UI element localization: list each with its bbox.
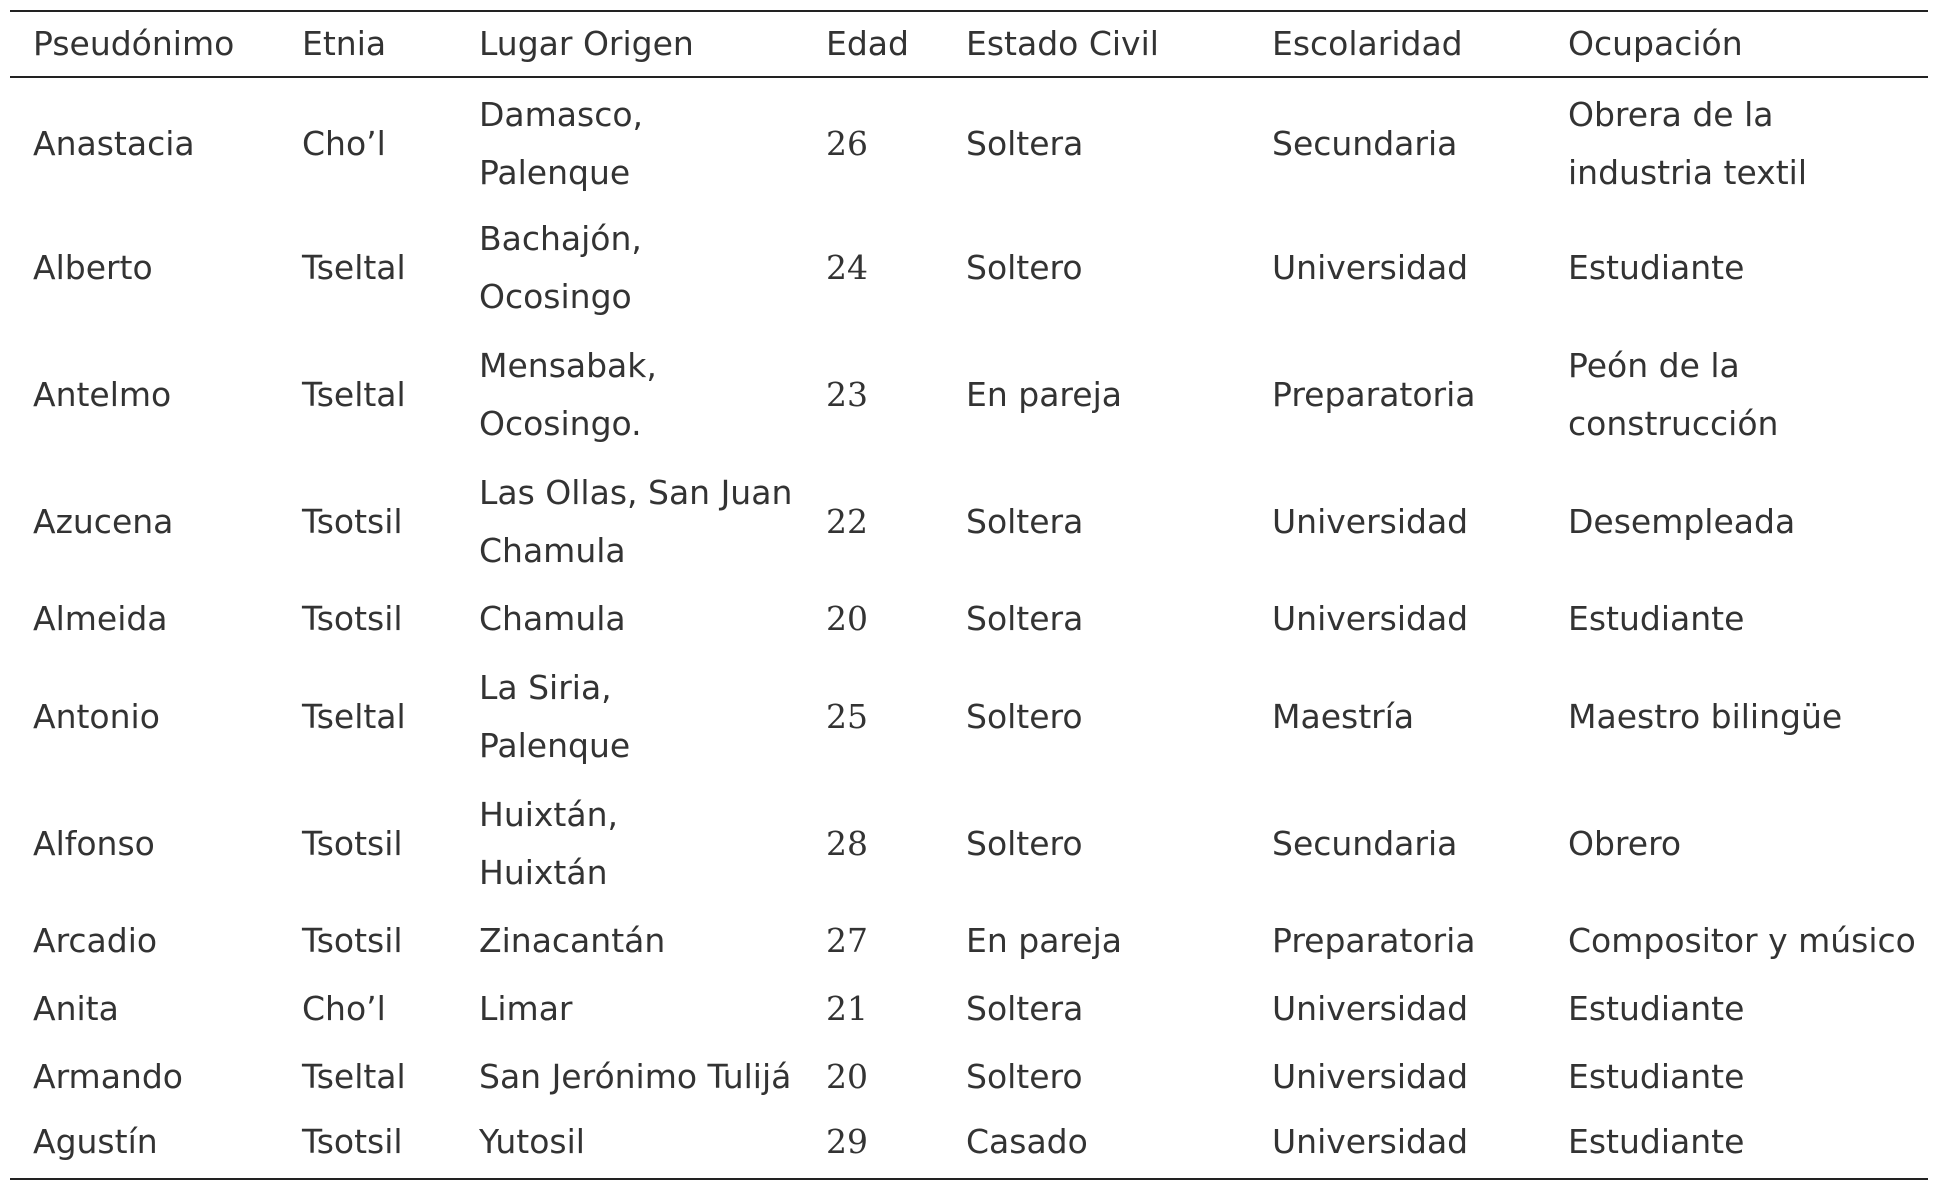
header-row bbox=[10, 11, 1928, 77]
table-row bbox=[10, 1043, 1928, 1111]
cell-estado-civil: Soltero bbox=[966, 823, 1083, 863]
cell-pseudonimo: Antelmo bbox=[33, 374, 172, 414]
table-body bbox=[10, 77, 1928, 1179]
cell-ocupacion-line: Estudiante bbox=[1568, 247, 1745, 287]
cell-lugar-origen-line: Palenque bbox=[479, 153, 631, 192]
cell-escolaridad: Universidad bbox=[1272, 1057, 1469, 1096]
cell-edad: 21 bbox=[826, 989, 868, 1028]
cell-ocupacion bbox=[1545, 907, 1928, 975]
header-etnia: Etnia bbox=[302, 24, 387, 63]
cell-ocupacion bbox=[1545, 653, 1928, 780]
cell-estado-civil: Casado bbox=[966, 1121, 1088, 1161]
cell-edad: 24 bbox=[826, 247, 868, 287]
cell-escolaridad: Universidad bbox=[1272, 989, 1469, 1028]
cell-lugar-origen bbox=[456, 653, 803, 780]
cell-escolaridad: Preparatoria bbox=[1272, 374, 1476, 414]
cell-ocupacion bbox=[1545, 585, 1928, 653]
cell-escolaridad: Universidad bbox=[1272, 501, 1469, 541]
cell-ocupacion bbox=[1545, 1043, 1928, 1111]
cell-pseudonimo: Almeida bbox=[33, 599, 168, 638]
cell-pseudonimo: Arcadio bbox=[33, 921, 158, 960]
cell-etnia: Tsotsil bbox=[302, 1121, 403, 1161]
cell-escolaridad: Universidad bbox=[1272, 599, 1469, 638]
cell-ocupacion bbox=[1545, 1111, 1928, 1179]
cell-ocupacion-line: Compositor y músico bbox=[1568, 921, 1916, 960]
cell-lugar-origen-line: Yutosil bbox=[479, 1121, 585, 1161]
cell-etnia: Tseltal bbox=[302, 247, 406, 287]
cell-estado-civil: En pareja bbox=[966, 374, 1122, 414]
cell-estado-civil: Soltera bbox=[966, 989, 1084, 1028]
cell-ocupacion-line: Maestro bilingüe bbox=[1568, 696, 1843, 736]
cell-etnia: Tsotsil bbox=[302, 823, 403, 863]
cell-edad: 20 bbox=[826, 1057, 868, 1096]
header-estado-civil: Estado Civil bbox=[966, 24, 1159, 63]
cell-ocupacion bbox=[1545, 204, 1928, 331]
cell-etnia: Tseltal bbox=[302, 696, 406, 736]
cell-etnia: Tsotsil bbox=[302, 921, 403, 960]
cell-escolaridad: Universidad bbox=[1272, 247, 1469, 287]
table-row bbox=[10, 204, 1928, 331]
cell-lugar-origen-line: Ocosingo bbox=[479, 276, 632, 316]
participants-table bbox=[10, 10, 1928, 1180]
cell-lugar-origen-line: San Jerónimo Tulijá bbox=[479, 1057, 792, 1096]
cell-ocupacion-line: Obrero bbox=[1568, 823, 1682, 863]
cell-ocupacion bbox=[1545, 458, 1928, 585]
cell-lugar-origen bbox=[456, 975, 803, 1043]
cell-lugar-origen-line: Chamula bbox=[479, 530, 626, 570]
cell-lugar-origen-line: Chamula bbox=[479, 599, 626, 638]
cell-ocupacion-line: construcción bbox=[1568, 403, 1779, 443]
cell-edad: 23 bbox=[826, 374, 868, 414]
cell-lugar-origen bbox=[456, 907, 803, 975]
cell-lugar-origen-line: Ocosingo. bbox=[479, 403, 642, 443]
cell-ocupacion-line: industria textil bbox=[1568, 153, 1807, 192]
cell-escolaridad: Universidad bbox=[1272, 1121, 1469, 1161]
cell-edad: 29 bbox=[826, 1121, 868, 1161]
header-lugar-origen: Lugar Origen bbox=[479, 24, 694, 63]
cell-pseudonimo: Alfonso bbox=[33, 823, 155, 863]
cell-estado-civil: En pareja bbox=[966, 921, 1122, 960]
participants-table-container bbox=[10, 10, 1928, 1180]
cell-ocupacion-line: Estudiante bbox=[1568, 989, 1745, 1028]
header-edad: Edad bbox=[826, 24, 909, 63]
cell-estado-civil: Soltera bbox=[966, 124, 1084, 163]
cell-lugar-origen-line: La Siria, bbox=[479, 667, 612, 707]
cell-etnia: Tsotsil bbox=[302, 599, 403, 638]
table-row bbox=[10, 1111, 1928, 1179]
cell-escolaridad: Maestría bbox=[1272, 696, 1415, 736]
cell-ocupacion-line: Estudiante bbox=[1568, 599, 1745, 638]
cell-edad: 26 bbox=[826, 124, 868, 163]
cell-escolaridad: Preparatoria bbox=[1272, 921, 1476, 960]
table-row bbox=[10, 77, 1928, 204]
cell-lugar-origen-line: Las Ollas, San Juan bbox=[479, 472, 793, 512]
cell-estado-civil: Soltero bbox=[966, 696, 1083, 736]
cell-ocupacion bbox=[1545, 975, 1928, 1043]
cell-edad: 22 bbox=[826, 501, 868, 541]
cell-pseudonimo: Alberto bbox=[33, 247, 153, 287]
cell-escolaridad: Secundaria bbox=[1272, 124, 1458, 163]
cell-ocupacion bbox=[1545, 331, 1928, 458]
cell-ocupacion-line: Estudiante bbox=[1568, 1057, 1745, 1096]
cell-lugar-origen-line: Huixtán, bbox=[479, 794, 618, 834]
cell-lugar-origen-line: Bachajón, bbox=[479, 218, 642, 258]
cell-lugar-origen-line: Mensabak, bbox=[479, 345, 657, 385]
cell-pseudonimo: Agustín bbox=[33, 1121, 158, 1161]
cell-estado-civil: Soltera bbox=[966, 501, 1084, 541]
table-row bbox=[10, 331, 1928, 458]
header-escolaridad: Escolaridad bbox=[1272, 24, 1463, 63]
cell-lugar-origen-line: Limar bbox=[479, 989, 573, 1028]
cell-edad: 27 bbox=[826, 921, 868, 960]
cell-ocupacion bbox=[1545, 780, 1928, 907]
table-row bbox=[10, 585, 1928, 653]
cell-pseudonimo: Azucena bbox=[33, 501, 174, 541]
cell-pseudonimo: Anastacia bbox=[33, 124, 195, 163]
cell-pseudonimo: Anita bbox=[33, 989, 119, 1028]
cell-edad: 28 bbox=[826, 823, 868, 863]
cell-escolaridad: Secundaria bbox=[1272, 823, 1458, 863]
cell-ocupacion bbox=[1545, 77, 1928, 204]
cell-lugar-origen-line: Zinacantán bbox=[479, 921, 666, 960]
cell-etnia: Tseltal bbox=[302, 374, 406, 414]
cell-estado-civil: Soltera bbox=[966, 599, 1084, 638]
cell-lugar-origen bbox=[456, 204, 803, 331]
cell-lugar-origen bbox=[456, 1043, 803, 1111]
cell-etnia: Tseltal bbox=[302, 1057, 406, 1096]
cell-estado-civil: Soltero bbox=[966, 1057, 1083, 1096]
table-row bbox=[10, 780, 1928, 907]
cell-pseudonimo: Armando bbox=[33, 1057, 183, 1096]
cell-ocupacion-line: Estudiante bbox=[1568, 1121, 1745, 1161]
cell-lugar-origen-line: Damasco, bbox=[479, 95, 644, 134]
table-row bbox=[10, 975, 1928, 1043]
cell-lugar-origen bbox=[456, 585, 803, 653]
cell-edad: 20 bbox=[826, 599, 868, 638]
table-header bbox=[10, 11, 1928, 77]
cell-lugar-origen bbox=[456, 458, 803, 585]
cell-lugar-origen-line: Palenque bbox=[479, 725, 631, 765]
cell-lugar-origen bbox=[456, 77, 803, 204]
cell-lugar-origen-line: Huixtán bbox=[479, 852, 608, 892]
cell-etnia: Tsotsil bbox=[302, 501, 403, 541]
cell-etnia: Cho’l bbox=[302, 989, 386, 1028]
header-ocupacion: Ocupación bbox=[1568, 24, 1743, 63]
cell-pseudonimo: Antonio bbox=[33, 696, 160, 736]
cell-ocupacion-line: Obrera de la bbox=[1568, 95, 1774, 134]
cell-lugar-origen bbox=[456, 1111, 803, 1179]
header-pseudonimo: Pseudónimo bbox=[33, 24, 235, 63]
cell-ocupacion-line: Peón de la bbox=[1568, 345, 1740, 385]
table-row bbox=[10, 653, 1928, 780]
cell-ocupacion-line: Desempleada bbox=[1568, 501, 1796, 541]
cell-lugar-origen bbox=[456, 780, 803, 907]
cell-estado-civil: Soltero bbox=[966, 247, 1083, 287]
cell-lugar-origen bbox=[456, 331, 803, 458]
table-row bbox=[10, 907, 1928, 975]
cell-etnia: Cho’l bbox=[302, 124, 386, 163]
cell-edad: 25 bbox=[826, 696, 868, 736]
table-row bbox=[10, 458, 1928, 585]
